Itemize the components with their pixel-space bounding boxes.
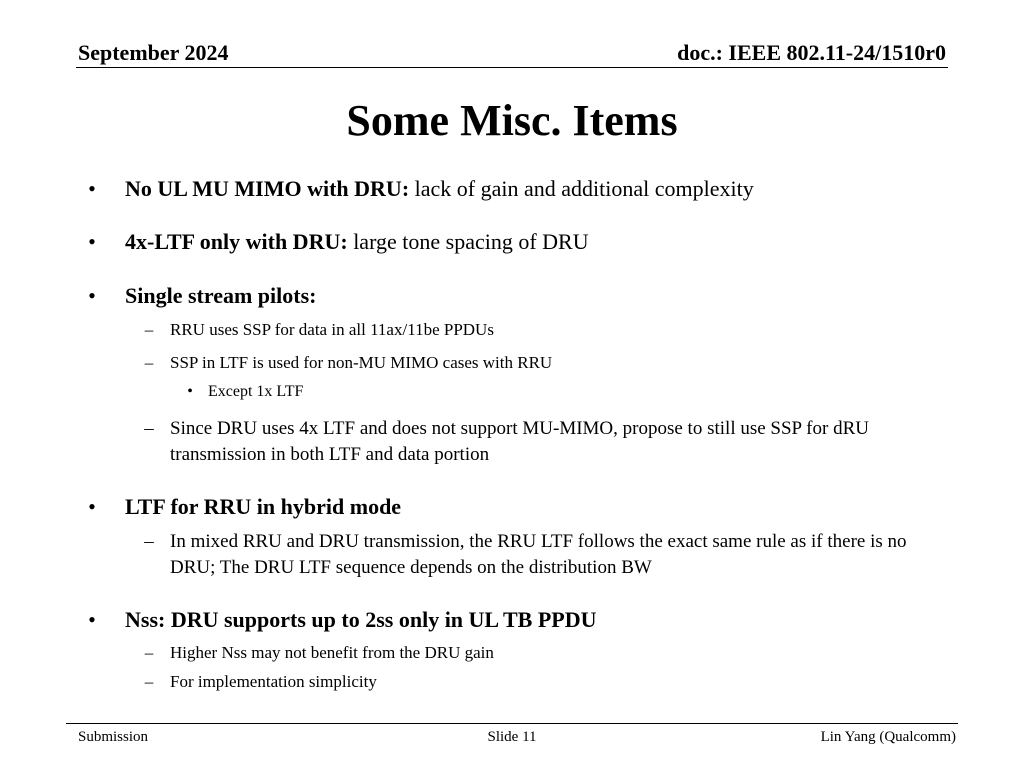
sub-sub-bullet-text: Except 1x LTF [208, 383, 304, 400]
sub-bullet-marker: – [144, 672, 154, 691]
bullet-body: large tone spacing of DRU [347, 229, 589, 254]
sub-bullet-marker: – [144, 643, 154, 662]
bullet-heading: No UL MU MIMO with DRU: [125, 176, 410, 201]
bullet-marker: • [88, 494, 96, 519]
footer-submission: Submission [78, 729, 149, 745]
bullet-heading: Single stream pilots: [125, 283, 317, 308]
header-rule [76, 67, 948, 68]
bullet-marker: • [88, 607, 96, 632]
slide-title: Some Misc. Items [346, 96, 678, 145]
bullet-body: lack of gain and additional complexity [409, 176, 754, 201]
footer-author: Lin Yang (Qualcomm) [820, 729, 956, 745]
header-date: September 2024 [78, 40, 229, 65]
sub-bullet-marker: – [144, 320, 154, 339]
footer-slide-number: Slide 11 [487, 729, 537, 745]
bullet-heading: 4x-LTF only with DRU: [125, 229, 348, 254]
sub-sub-bullet-marker: • [187, 383, 193, 400]
header-doc-id: doc.: IEEE 802.11-24/1510r0 [677, 40, 946, 65]
sub-bullet-text: Higher Nss may not benefit from the DRU gain [170, 643, 494, 662]
sub-bullet-text: In mixed RRU and DRU transmission, the RRU LTF follows the exact same rule as if there is no DRU; The DRU LTF sequence depends on the distribution BW [170, 531, 907, 578]
bullet-heading: Nss: DRU supports up to 2ss only in UL TB PPDU [125, 607, 597, 632]
sub-bullet-marker: – [144, 353, 154, 372]
sub-bullet-text: SSP in LTF is used for non-MU MIMO cases with RRU [170, 353, 553, 372]
footer-rule [66, 723, 958, 724]
bullet-marker: • [88, 229, 96, 254]
bullet-marker: • [88, 283, 96, 308]
bullet-heading: LTF for RRU in hybrid mode [125, 494, 402, 519]
bullet-marker: • [88, 176, 96, 201]
sub-bullet-marker: – [144, 531, 154, 552]
sub-bullet-text: For implementation simplicity [170, 672, 377, 691]
sub-bullet-text: Since DRU uses 4x LTF and does not support MU-MIMO, propose to still use SSP for dRU transmission in both LTF and data portion [170, 418, 869, 465]
sub-bullet-text: RRU uses SSP for data in all 11ax/11be PPDUs [170, 320, 494, 339]
sub-bullet-marker: – [144, 418, 154, 439]
